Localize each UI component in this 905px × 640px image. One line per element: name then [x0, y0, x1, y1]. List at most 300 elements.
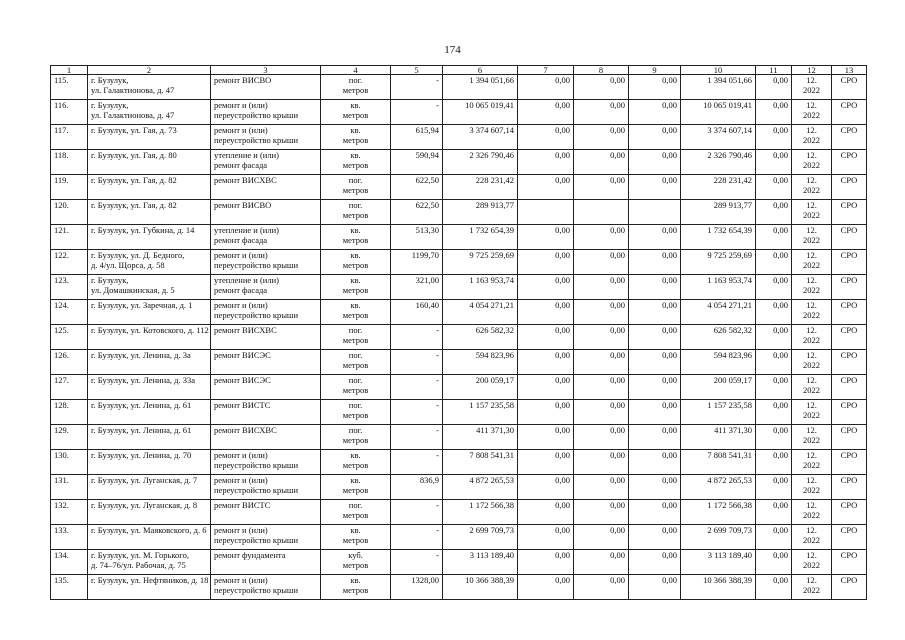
col8-cell — [574, 75, 629, 100]
unit-cell-line: кв. — [350, 275, 361, 285]
source-cell — [832, 375, 867, 400]
col7-cell — [518, 425, 574, 450]
col9-cell — [629, 225, 681, 250]
work-type-cell-line: ремонт и (или) — [214, 450, 268, 460]
col11-cell — [756, 225, 792, 250]
col8-cell-line: 0,00 — [610, 225, 625, 235]
row-number-line: 115. — [54, 75, 69, 85]
col7-cell — [518, 100, 574, 125]
address-cell — [88, 175, 211, 200]
cost-cell-line: 1 394 051,66 — [469, 75, 514, 85]
col7-cell — [518, 125, 574, 150]
col8-cell — [574, 350, 629, 375]
col9-cell — [629, 400, 681, 425]
row-number — [51, 425, 88, 450]
table-row — [51, 250, 867, 275]
address-cell-line: г. Бузулук, ул. М. Горького, — [91, 550, 189, 560]
col9-cell — [629, 125, 681, 150]
deadline-cell — [792, 400, 832, 425]
col7-cell-line: 0,00 — [555, 275, 570, 285]
deadline-cell — [792, 225, 832, 250]
total-cell — [681, 250, 756, 275]
total-cell — [681, 500, 756, 525]
source-cell-line: СРО — [840, 175, 858, 185]
work-type-cell-line: переустройство крыши — [214, 585, 299, 595]
col11-cell-line: 0,00 — [773, 450, 788, 460]
row-number-line: 132. — [54, 500, 69, 510]
row-number-line: 133. — [54, 525, 69, 535]
col9-cell — [629, 75, 681, 100]
col8-cell-line: 0,00 — [610, 300, 625, 310]
row-number — [51, 450, 88, 475]
total-cell-line: 10 366 388,39 — [703, 575, 752, 585]
address-cell-line: г. Бузулук, ул. Ленина, д. 70 — [91, 450, 192, 460]
unit-cell-line: кв. — [350, 100, 361, 110]
row-number-line: 131. — [54, 475, 69, 485]
col8-cell-line: 0,00 — [610, 375, 625, 385]
cost-cell — [443, 100, 518, 125]
address-cell-line: г. Бузулук, — [91, 75, 129, 85]
deadline-cell — [792, 300, 832, 325]
deadline-cell-line: 12. — [806, 75, 817, 85]
col11-cell-line: 0,00 — [773, 400, 788, 410]
work-type-cell — [211, 175, 321, 200]
col11-cell-line: 0,00 — [773, 125, 788, 135]
col11-cell — [756, 450, 792, 475]
work-type-cell-line: утепление и (или) — [214, 275, 279, 285]
deadline-cell-line: 2022 — [803, 160, 820, 170]
row-number — [51, 300, 88, 325]
unit-cell — [321, 500, 391, 525]
address-cell — [88, 125, 211, 150]
row-number — [51, 575, 88, 600]
source-cell-line: СРО — [840, 150, 858, 160]
total-cell-line: 594 823,96 — [713, 350, 752, 360]
col8-cell — [574, 475, 629, 500]
address-cell-line: г. Бузулук, ул. Ленина, д. 61 — [91, 400, 192, 410]
row-number-line: 117. — [54, 125, 69, 135]
col7-cell-line: 0,00 — [555, 500, 570, 510]
col7-cell — [518, 525, 574, 550]
column-number-9: 9 — [629, 66, 681, 75]
unit-cell-line: пог. — [348, 175, 363, 185]
table-row — [51, 575, 867, 600]
deadline-cell-line: 12. — [806, 525, 817, 535]
unit-cell — [321, 550, 391, 575]
volume-cell — [391, 200, 443, 225]
unit-cell-line: пог. — [348, 425, 363, 435]
col11-cell — [756, 400, 792, 425]
deadline-cell — [792, 475, 832, 500]
col7-cell — [518, 475, 574, 500]
col8-cell-line: 0,00 — [610, 125, 625, 135]
source-cell — [832, 200, 867, 225]
address-cell-line: ул. Домашкинская, д. 5 — [91, 285, 175, 295]
address-cell — [88, 150, 211, 175]
volume-cell — [391, 325, 443, 350]
work-type-cell-line: переустройство крыши — [214, 460, 299, 470]
deadline-cell-line: 2022 — [803, 210, 820, 220]
address-cell — [88, 100, 211, 125]
col11-cell — [756, 200, 792, 225]
cost-cell — [443, 550, 518, 575]
total-cell-line: 289 913,77 — [713, 200, 752, 210]
cost-cell — [443, 400, 518, 425]
col11-cell — [756, 250, 792, 275]
total-cell-line: 7 808 541,31 — [707, 450, 752, 460]
col7-cell — [518, 200, 574, 225]
address-cell-line: г. Бузулук, ул. Гая, д. 80 — [91, 150, 177, 160]
address-cell-line: г. Бузулук, ул. Котовского, д. 112 — [91, 325, 209, 335]
total-cell — [681, 400, 756, 425]
col8-cell-line: 0,00 — [610, 425, 625, 435]
work-type-cell-line: переустройство крыши — [214, 310, 299, 320]
address-cell-line: г. Бузулук, ул. Заречная, д. 1 — [91, 300, 193, 310]
volume-cell-line: - — [436, 350, 439, 360]
column-number-8: 8 — [574, 66, 629, 75]
col8-cell — [574, 250, 629, 275]
cost-cell-line: 1 163 953,74 — [469, 275, 514, 285]
column-number-12: 12 — [792, 66, 832, 75]
volume-cell — [391, 550, 443, 575]
unit-cell-line: метров — [342, 210, 369, 220]
table-row — [51, 125, 867, 150]
cost-cell — [443, 275, 518, 300]
deadline-cell-line: 2022 — [803, 560, 820, 570]
col9-cell — [629, 375, 681, 400]
work-type-cell — [211, 125, 321, 150]
work-type-cell-line: ремонт и (или) — [214, 250, 268, 260]
cost-cell-line: 4 872 265,53 — [469, 475, 514, 485]
row-number — [51, 500, 88, 525]
row-number — [51, 125, 88, 150]
column-number-2: 2 — [88, 66, 211, 75]
table-row — [51, 200, 867, 225]
total-cell-line: 1 732 654,39 — [707, 225, 752, 235]
volume-cell-line: 1199,70 — [411, 250, 439, 260]
address-cell — [88, 275, 211, 300]
col11-cell — [756, 125, 792, 150]
work-type-cell — [211, 75, 321, 100]
col8-cell — [574, 550, 629, 575]
address-cell — [88, 475, 211, 500]
cost-cell-line: 594 823,96 — [475, 350, 514, 360]
col7-cell-line: 0,00 — [555, 325, 570, 335]
col9-cell-line: 0,00 — [662, 525, 677, 535]
source-cell — [832, 350, 867, 375]
row-number — [51, 350, 88, 375]
col9-cell — [629, 275, 681, 300]
volume-cell-line: - — [436, 525, 439, 535]
col11-cell-line: 0,00 — [773, 300, 788, 310]
deadline-cell-line: 2022 — [803, 585, 820, 595]
address-cell-line: г. Бузулук, ул. Гая, д. 73 — [91, 125, 177, 135]
total-cell — [681, 550, 756, 575]
col7-cell-line: 0,00 — [555, 350, 570, 360]
volume-cell-line: - — [436, 450, 439, 460]
col7-cell — [518, 150, 574, 175]
volume-cell-line: 622,50 — [415, 200, 439, 210]
col8-cell-line: 0,00 — [610, 350, 625, 360]
source-cell-line: СРО — [840, 300, 858, 310]
work-type-cell — [211, 550, 321, 575]
col8-cell-line: 0,00 — [610, 100, 625, 110]
source-cell — [832, 500, 867, 525]
col7-cell-line: 0,00 — [555, 550, 570, 560]
source-cell — [832, 325, 867, 350]
col7-cell — [518, 450, 574, 475]
source-cell-line: СРО — [840, 100, 858, 110]
col11-cell-line: 0,00 — [773, 225, 788, 235]
col11-cell-line: 0,00 — [773, 500, 788, 510]
col11-cell — [756, 475, 792, 500]
work-type-cell — [211, 350, 321, 375]
col11-cell — [756, 150, 792, 175]
unit-cell-line: кв. — [350, 525, 361, 535]
work-type-cell-line: ремонт ВИСХВС — [214, 425, 277, 435]
deadline-cell-line: 12. — [806, 225, 817, 235]
source-cell-line: СРО — [840, 350, 858, 360]
column-number-1: 1 — [51, 66, 88, 75]
source-cell-line: СРО — [840, 575, 858, 585]
col9-cell-line: 0,00 — [662, 150, 677, 160]
total-cell — [681, 300, 756, 325]
volume-cell-line: 1328,00 — [411, 575, 439, 585]
unit-cell-line: метров — [342, 410, 369, 420]
volume-cell-line: 615,94 — [415, 125, 439, 135]
unit-cell — [321, 200, 391, 225]
col9-cell — [629, 250, 681, 275]
unit-cell-line: пог. — [348, 375, 363, 385]
volume-cell-line: - — [436, 75, 439, 85]
col8-cell — [574, 100, 629, 125]
work-type-cell-line: ремонт ВИСХВС — [214, 175, 277, 185]
col11-cell — [756, 300, 792, 325]
address-cell-line: г. Бузулук, ул. Нефтяников, д. 18 — [91, 575, 209, 585]
col8-cell-line: 0,00 — [610, 450, 625, 460]
deadline-cell-line: 2022 — [803, 485, 820, 495]
row-number-line: 118. — [54, 150, 69, 160]
address-cell — [88, 450, 211, 475]
unit-cell — [321, 575, 391, 600]
deadline-cell-line: 2022 — [803, 510, 820, 520]
column-number-header — [51, 66, 867, 75]
unit-cell-line: метров — [342, 435, 369, 445]
work-type-cell-line: ремонт фасада — [214, 285, 268, 295]
table-row — [51, 525, 867, 550]
address-cell-line: г. Бузулук, ул. Гая, д. 82 — [91, 175, 177, 185]
deadline-cell — [792, 450, 832, 475]
cost-cell-line: 289 913,77 — [475, 200, 514, 210]
source-cell-line: СРО — [840, 475, 858, 485]
col8-cell — [574, 425, 629, 450]
unit-cell-line: пог. — [348, 500, 363, 510]
work-type-cell-line: ремонт ВИСЭС — [214, 375, 271, 385]
volume-cell — [391, 375, 443, 400]
source-cell — [832, 275, 867, 300]
row-number — [51, 400, 88, 425]
col9-cell — [629, 500, 681, 525]
col7-cell-line: 0,00 — [555, 475, 570, 485]
address-cell-line: д. 4/ул. Щорса, д. 58 — [91, 260, 165, 270]
total-cell-line: 228 231,42 — [713, 175, 752, 185]
address-cell — [88, 225, 211, 250]
unit-cell-line: пог. — [348, 200, 363, 210]
col9-cell — [629, 475, 681, 500]
col9-cell — [629, 550, 681, 575]
volume-cell — [391, 75, 443, 100]
col8-cell — [574, 525, 629, 550]
address-cell-line: г. Бузулук, ул. Гая, д. 82 — [91, 200, 177, 210]
row-number-line: 120. — [54, 200, 69, 210]
address-cell — [88, 500, 211, 525]
unit-cell-line: метров — [342, 110, 369, 120]
col7-cell-line: 0,00 — [555, 300, 570, 310]
source-cell-line: СРО — [840, 125, 858, 135]
deadline-cell — [792, 575, 832, 600]
deadline-cell-line: 2022 — [803, 260, 820, 270]
total-cell-line: 10 065 019,41 — [703, 100, 752, 110]
address-cell-line: д. 74–76/ул. Рабочая, д. 75 — [91, 560, 186, 570]
col11-cell — [756, 375, 792, 400]
col7-cell — [518, 575, 574, 600]
deadline-cell-line: 2022 — [803, 85, 820, 95]
col9-cell-line: 0,00 — [662, 450, 677, 460]
total-cell-line: 1 394 051,66 — [707, 75, 752, 85]
source-cell-line: СРО — [840, 525, 858, 535]
unit-cell — [321, 525, 391, 550]
cost-cell — [443, 200, 518, 225]
col9-cell — [629, 300, 681, 325]
volume-cell — [391, 150, 443, 175]
unit-cell-line: кв. — [350, 450, 361, 460]
source-cell — [832, 225, 867, 250]
col7-cell — [518, 175, 574, 200]
col9-cell-line: 0,00 — [662, 75, 677, 85]
deadline-cell-line: 2022 — [803, 235, 820, 245]
col8-cell — [574, 575, 629, 600]
col8-cell-line: 0,00 — [610, 75, 625, 85]
row-number-line: 121. — [54, 225, 69, 235]
volume-cell — [391, 300, 443, 325]
volume-cell-line: - — [436, 100, 439, 110]
address-cell-line: г. Бузулук, ул. Ленина, д. 3а — [91, 350, 191, 360]
deadline-cell — [792, 100, 832, 125]
col11-cell — [756, 350, 792, 375]
unit-cell-line: метров — [342, 235, 369, 245]
unit-cell-line: метров — [342, 135, 369, 145]
row-number — [51, 100, 88, 125]
cost-cell — [443, 350, 518, 375]
col7-cell — [518, 225, 574, 250]
col9-cell-line: 0,00 — [662, 475, 677, 485]
work-type-cell — [211, 225, 321, 250]
total-cell — [681, 425, 756, 450]
col11-cell-line: 0,00 — [773, 250, 788, 260]
col8-cell — [574, 500, 629, 525]
work-type-cell-line: ремонт фасада — [214, 160, 268, 170]
work-type-cell-line: ремонт и (или) — [214, 475, 268, 485]
table-row — [51, 100, 867, 125]
deadline-cell-line: 12. — [806, 275, 817, 285]
work-type-cell-line: ремонт и (или) — [214, 125, 268, 135]
cost-cell — [443, 425, 518, 450]
source-cell-line: СРО — [840, 450, 858, 460]
work-type-cell-line: переустройство крыши — [214, 535, 299, 545]
col7-cell — [518, 275, 574, 300]
row-number-line: 116. — [54, 100, 69, 110]
unit-cell-line: метров — [342, 560, 369, 570]
unit-cell — [321, 175, 391, 200]
total-cell — [681, 325, 756, 350]
source-cell — [832, 525, 867, 550]
unit-cell — [321, 375, 391, 400]
col11-cell-line: 0,00 — [773, 325, 788, 335]
col11-cell — [756, 500, 792, 525]
total-cell-line: 2 699 709,73 — [707, 525, 752, 535]
address-cell-line: г. Бузулук, — [91, 275, 129, 285]
row-number — [51, 150, 88, 175]
volume-cell-line: 321,00 — [415, 275, 439, 285]
table-row — [51, 425, 867, 450]
col7-cell — [518, 400, 574, 425]
unit-cell-line: пог. — [348, 400, 363, 410]
unit-cell-line: метров — [342, 510, 369, 520]
deadline-cell — [792, 425, 832, 450]
work-type-cell — [211, 450, 321, 475]
work-type-cell-line: ремонт ВИСЭС — [214, 350, 271, 360]
work-type-cell-line: ремонт и (или) — [214, 100, 268, 110]
address-cell — [88, 250, 211, 275]
table-row — [51, 175, 867, 200]
repair-schedule-table — [50, 65, 867, 600]
column-number-4: 4 — [321, 66, 391, 75]
source-cell — [832, 150, 867, 175]
volume-cell-line: - — [436, 500, 439, 510]
total-cell-line: 3 113 189,40 — [707, 550, 752, 560]
cost-cell-line: 1 157 235,58 — [469, 400, 514, 410]
row-number-line: 124. — [54, 300, 69, 310]
col8-cell-line: 0,00 — [610, 475, 625, 485]
col9-cell-line: 0,00 — [662, 500, 677, 510]
row-number — [51, 475, 88, 500]
deadline-cell-line: 12. — [806, 100, 817, 110]
source-cell-line: СРО — [840, 275, 858, 285]
total-cell-line: 9 725 259,69 — [707, 250, 752, 260]
unit-cell — [321, 475, 391, 500]
deadline-cell — [792, 175, 832, 200]
source-cell-line: СРО — [840, 225, 858, 235]
source-cell — [832, 450, 867, 475]
cost-cell — [443, 325, 518, 350]
source-cell-line: СРО — [840, 500, 858, 510]
deadline-cell-line: 2022 — [803, 535, 820, 545]
deadline-cell — [792, 150, 832, 175]
address-cell-line: ул. Галактионова, д. 47 — [91, 110, 175, 120]
unit-cell-line: метров — [342, 460, 369, 470]
col9-cell — [629, 525, 681, 550]
address-cell — [88, 375, 211, 400]
unit-cell-line: пог. — [348, 325, 363, 335]
deadline-cell — [792, 275, 832, 300]
row-number-line: 126. — [54, 350, 69, 360]
total-cell — [681, 225, 756, 250]
row-number — [51, 250, 88, 275]
row-number-line: 129. — [54, 425, 69, 435]
total-cell-line: 2 326 790,46 — [707, 150, 752, 160]
cost-cell — [443, 250, 518, 275]
col7-cell-line: 0,00 — [555, 175, 570, 185]
